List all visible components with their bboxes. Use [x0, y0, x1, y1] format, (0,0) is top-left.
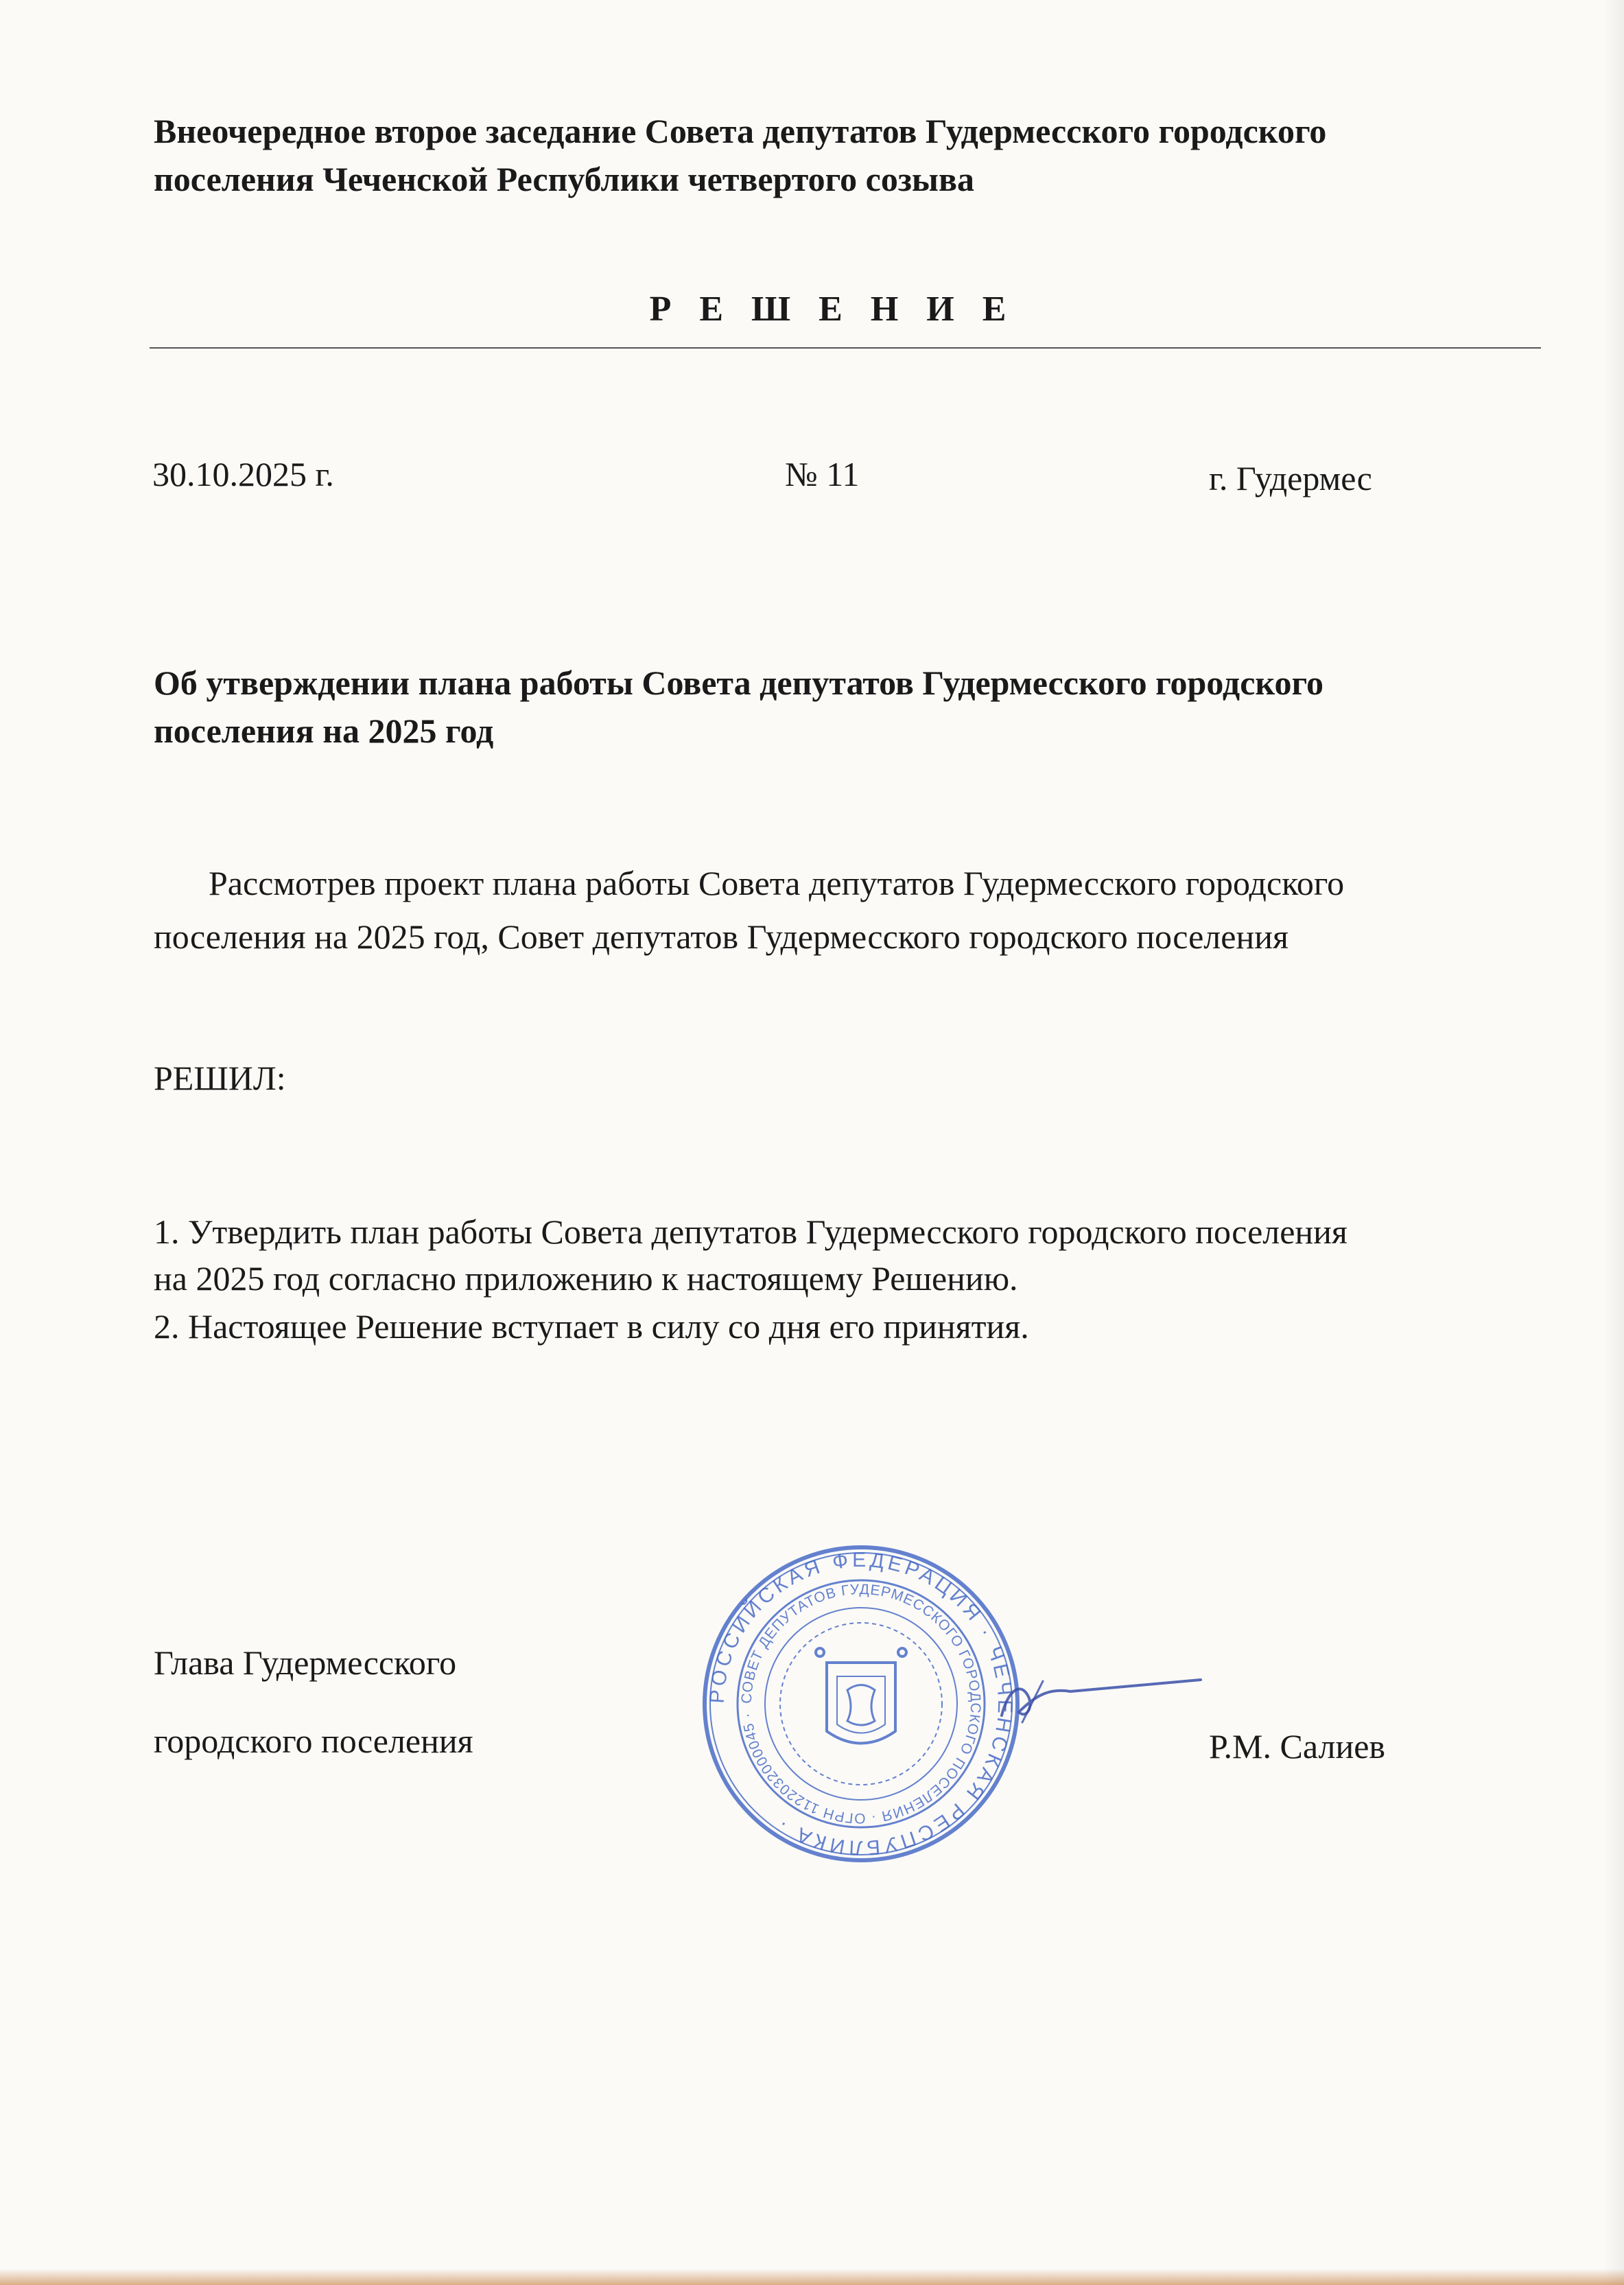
session-title-line-2: поселения Чеченской Республики четвертого созыва [154, 160, 974, 198]
signer-title-line-2: городского поселения [154, 1722, 473, 1760]
subject-line-1: Об утверждении плана работы Совета депутатов Гудермесского городского [154, 664, 1324, 702]
official-seal [700, 1543, 1022, 1865]
signer-title-line-1: Глава Гудермесского [154, 1643, 457, 1682]
header-divider [150, 347, 1541, 349]
page-bottom-edge [0, 2269, 1624, 2285]
decision-heading: Р Е Ш Е Н И Е [649, 290, 1016, 329]
decision-item-1-line-1: 1. Утвердить план работы Совета депутатов Гудермесского городского поселения [154, 1212, 1348, 1251]
resolved-label: РЕШИЛ: [154, 1059, 286, 1097]
svg-text:СОВЕТ ДЕПУТАТОВ ГУДЕРМЕССКОГО [739, 1582, 983, 1826]
handwritten-signature [995, 1667, 1214, 1729]
preamble-line-1: Рассмотрев проект плана работы Совета депутатов Гудермесского городского [209, 864, 1345, 902]
session-title-line-1: Внеочередное второе заседание Совета депутатов Гудермесского городского [154, 112, 1327, 150]
seal-emblem-icon [816, 1648, 906, 1744]
signer-name: Р.М. Салиев [1209, 1727, 1386, 1766]
seal-inner-text: СОВЕТ ДЕПУТАТОВ ГУДЕРМЕССКОГО ГОРОДСКОГО ПОСЕЛЕНИЯ · ОГРН 1122032000045 · [738, 1581, 984, 1827]
document-city: г. Гудермес [1209, 459, 1372, 497]
subject-line-2: поселения на 2025 год [154, 712, 494, 750]
document-number: № 11 [785, 455, 860, 493]
preamble-line-2: поселения на 2025 год, Совет депутатов Гудермесского городского поселения [154, 917, 1288, 956]
decision-item-2: 2. Настоящее Решение вступает в силу со дня его принятия. [154, 1307, 1029, 1346]
decision-item-1-line-2: на 2025 год согласно приложению к настоящему Решению. [154, 1259, 1018, 1298]
document-date: 30.10.2025 г. [152, 455, 334, 493]
page-edge-shadow [1603, 0, 1624, 2285]
seal-outer-text: РОССИЙСКАЯ ФЕДЕРАЦИЯ · ЧЕЧЕНСКАЯ РЕСПУБЛИКА · [705, 1548, 1017, 1860]
